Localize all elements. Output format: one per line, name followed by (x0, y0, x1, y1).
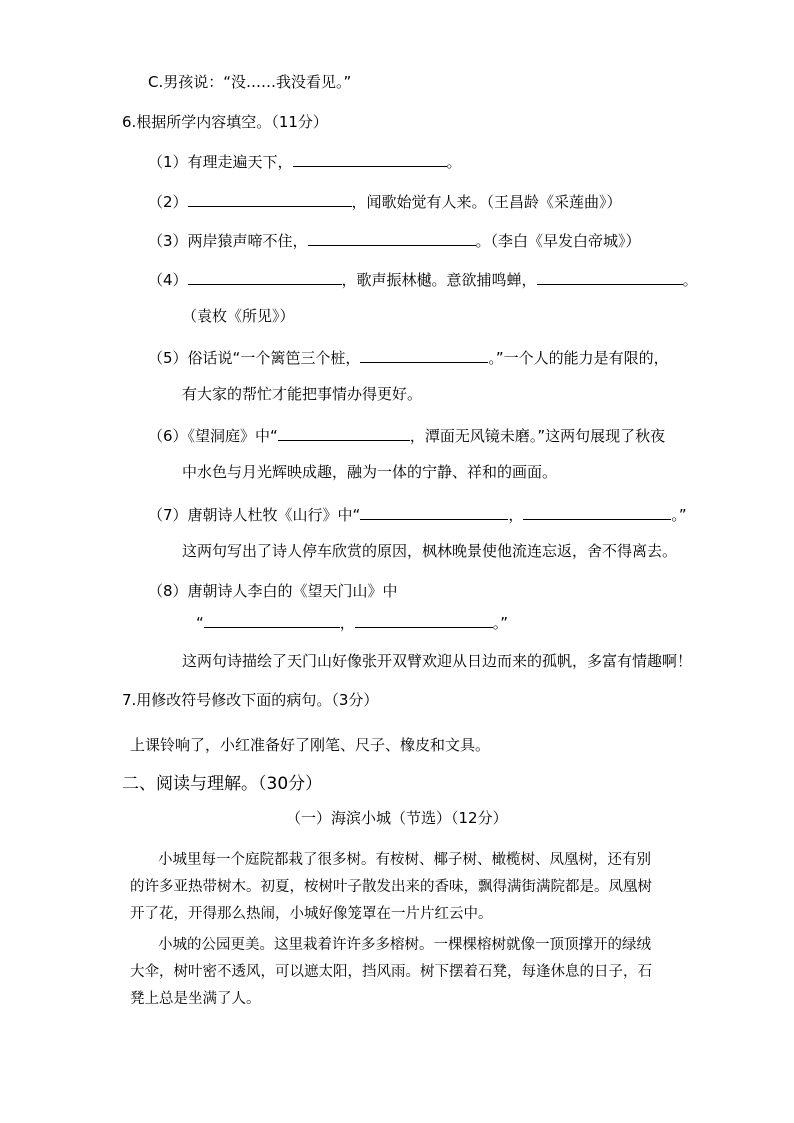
fill-blank[interactable] (355, 611, 493, 628)
q6-item-8-middle: ， (339, 614, 355, 632)
q6-item-1-prefix: （1）有理走遍天下， (148, 153, 293, 171)
passage-p1-line3: 开了花，开得那么热闹，小城好像笼罩在一片片红云中。 (130, 906, 493, 922)
q7-sentence: 上课铃响了，小红准备好了刚笔、尺子、橡皮和文具。 (130, 736, 491, 754)
q6-item-2-suffix: ，闻歌始觉有人来。（王昌龄《采莲曲》） (351, 193, 622, 211)
q6-item-5-suffix: 。”一个人的能力是有限的， (488, 349, 669, 367)
fill-blank[interactable] (204, 611, 340, 628)
q6-item-3 (148, 229, 641, 251)
q6-item-8-suffix: 。” (492, 614, 509, 632)
q6-item-6-suffix: ，潭面无风镜未磨。”这两句展现了秋夜 (409, 427, 666, 445)
q5-option-c: C.男孩说：“没……我没看见。” (148, 73, 352, 91)
q6-item-6-prefix: （6）《望洞庭》中“ (148, 427, 278, 445)
q6-item-7-line2: 这两句写出了诗人停车欣赏的原因，枫林晚景使他流连忘返，舍不得离去。 (182, 542, 678, 560)
passage-title: （一）海滨小城（节选）（12分） (286, 809, 508, 827)
fill-blank[interactable] (278, 424, 410, 441)
q6-item-4-suffix: 。 (682, 271, 698, 289)
q6-item-8: （8）唐朝诗人李白的《望天门山》中 (148, 582, 398, 600)
q6-item-6 (148, 424, 665, 446)
passage-p2-line2: 大伞，树叶密不透风，可以遮太阳，挡风雨。树下摆着石凳，每逢休息的日子，石 (130, 964, 652, 980)
q6-item-1 (148, 150, 462, 172)
passage-p2-line1: 小城的公园更美。这里栽着许许多多榕树。一棵棵榕树就像一顶顶撑开的绿绒 (158, 937, 651, 953)
q6-item-8-line3: 这两句诗描绘了天门山好像张开双臂欢迎从日边而来的孤帆，多富有情趣啊！ (182, 652, 693, 670)
fill-blank[interactable] (360, 503, 508, 520)
fill-blank[interactable] (293, 150, 447, 167)
fill-blank[interactable] (188, 268, 342, 285)
q6-item-2 (148, 190, 622, 212)
passage-p1-line2: 的许多亚热带树木。初夏，桉树叶子散发出来的香味，飘得满街满院都是。凤凰树 (130, 879, 652, 895)
part2-heading: 二、阅读与理解。（30分） (122, 774, 323, 794)
fill-blank[interactable] (308, 229, 476, 246)
passage-p1-line1: 小城里每一个庭院都栽了很多树。有桉树、椰子树、橄榄树、凤凰树，还有别 (158, 852, 651, 868)
q6-item-4-middle: ，歌声振林樾。意欲捕鸣蝉， (341, 271, 537, 289)
q6-item-3-suffix: 。（李白《早发白帝城》） (475, 232, 641, 250)
q6-item-8-open-quote: “ (196, 614, 204, 632)
q6-item-7-prefix: （7）唐朝诗人杜牧《山行》中“ (148, 506, 361, 524)
q6-item-2-prefix: （2） (148, 193, 188, 211)
q7-heading: 7.用修改符号修改下面的病句。（3分） (122, 691, 379, 709)
q6-item-1-suffix: 。 (446, 153, 462, 171)
q6-item-7-middle: ， (508, 506, 524, 524)
q6-item-5 (148, 346, 669, 368)
q6-item-4 (148, 268, 698, 290)
q6-item-7-suffix: 。” (671, 506, 687, 524)
q6-item-5-prefix: （5）俗话说“一个篱笆三个桩， (148, 349, 361, 367)
fill-blank[interactable] (188, 190, 352, 207)
q6-item-4-source: （袁枚《所见》） (182, 307, 295, 325)
fill-blank[interactable] (523, 503, 671, 520)
q6-item-5-line2: 有大家的帮忙才能把事情办得更好。 (182, 385, 423, 403)
q6-item-3-prefix: （3）两岸猿声啼不住， (148, 232, 308, 250)
q6-heading: 6.根据所学内容填空。（11分） (122, 113, 328, 131)
passage-p2-line3: 凳上总是坐满了人。 (130, 991, 261, 1007)
q6-item-8-blanks (196, 611, 508, 633)
fill-blank[interactable] (360, 346, 488, 363)
q6-item-7 (148, 503, 687, 525)
fill-blank[interactable] (537, 268, 683, 285)
q6-item-4-prefix: （4） (148, 271, 188, 289)
q6-item-6-line2: 中水色与月光辉映成趣，融为一体的宁静、祥和的画面。 (182, 463, 558, 481)
